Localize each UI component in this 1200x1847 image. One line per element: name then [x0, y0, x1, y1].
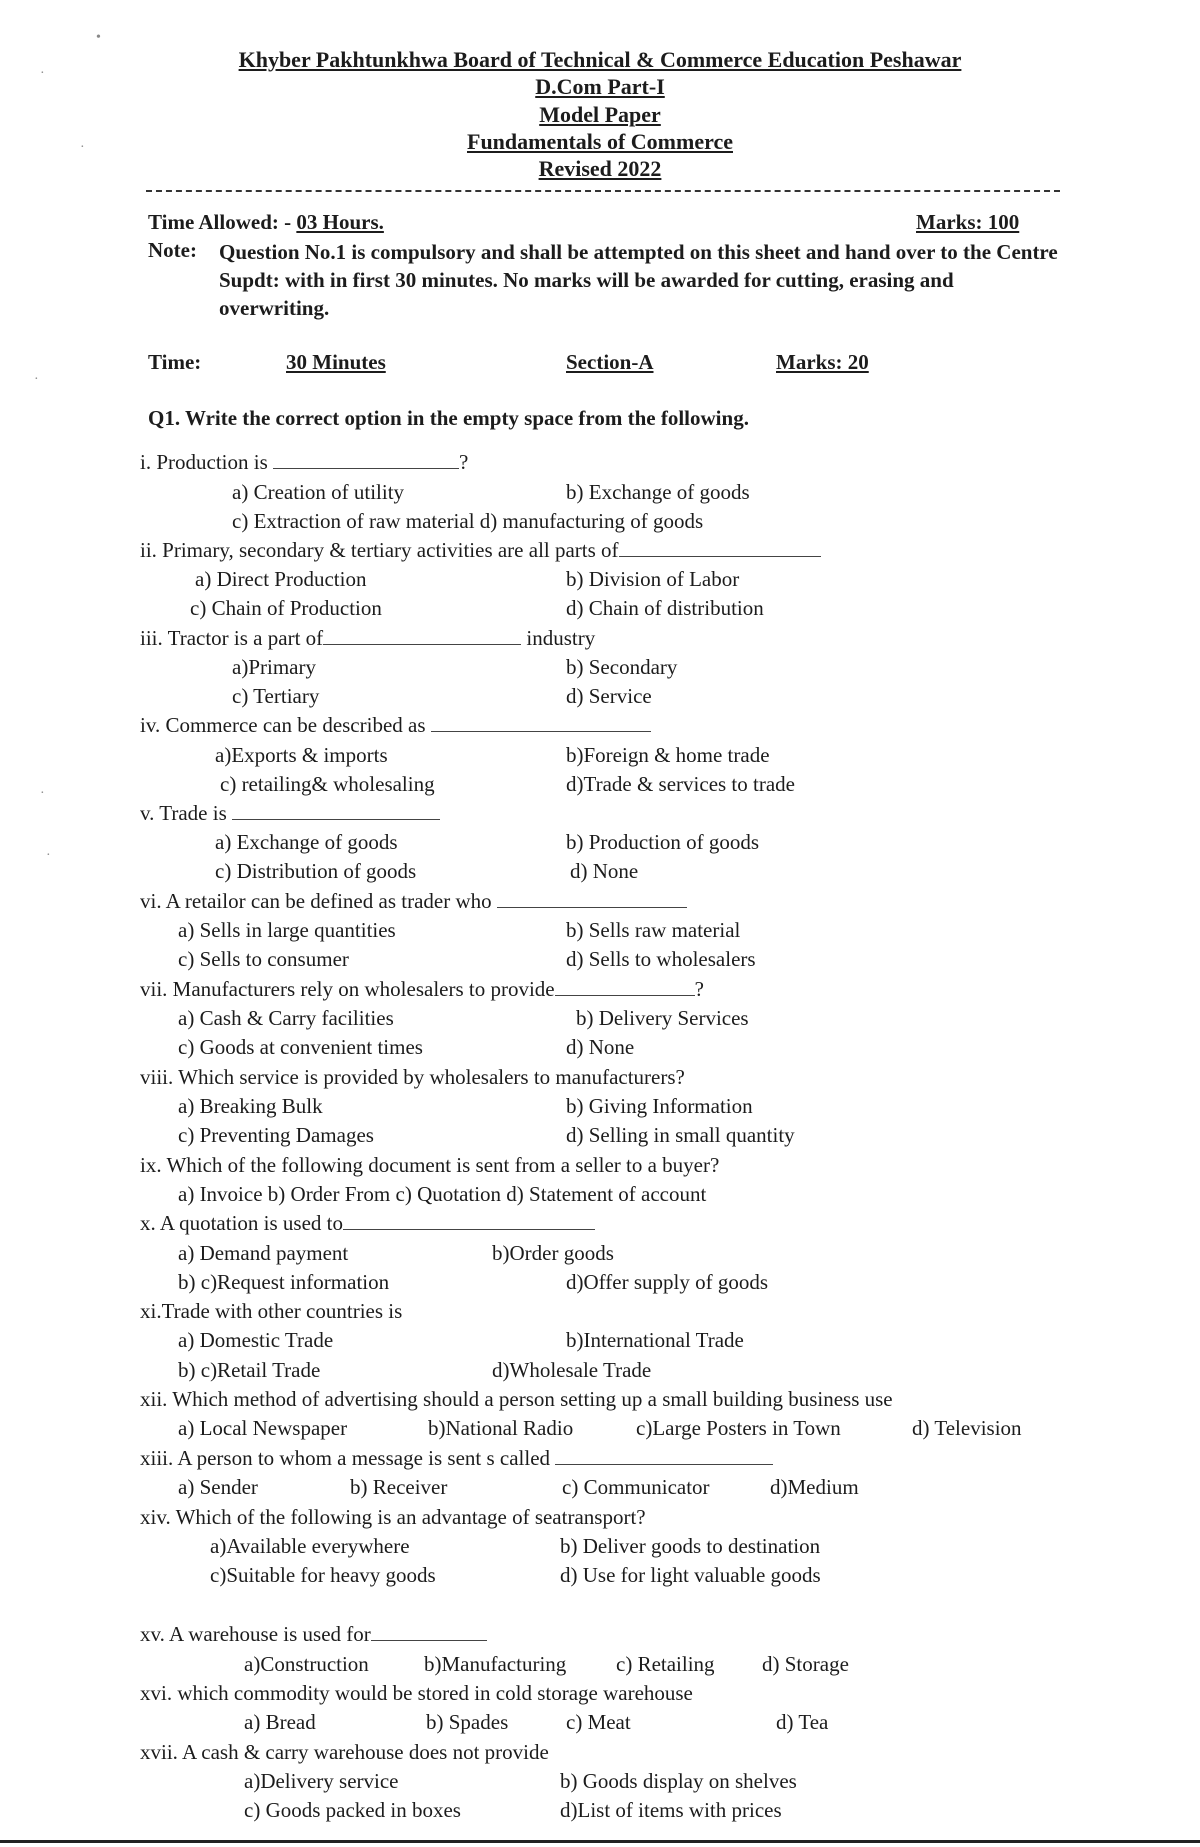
option: b) Division of Labor — [566, 567, 740, 591]
option: c) Preventing Damages — [178, 1123, 374, 1147]
answer-blank[interactable] — [619, 538, 821, 557]
question-3: iii. Tractor is a part of industry — [140, 626, 596, 650]
q1-title: Q1. Write the correct option in the empty space from the following. — [148, 406, 749, 430]
question-13: xiii. A person to whom a message is sent s called — [140, 1446, 773, 1471]
option: b) Giving Information — [566, 1094, 753, 1118]
answer-blank[interactable] — [323, 626, 521, 645]
option: c) Communicator — [562, 1475, 710, 1499]
question-7: vii. Manufacturers rely on wholesalers to provide ? — [140, 977, 704, 1001]
question-2: ii. Primary, secondary & tertiary activities are all parts of — [140, 538, 821, 563]
time-allowed: Time Allowed: - 03 Hours. — [148, 210, 384, 234]
option: a) Domestic Trade — [178, 1328, 334, 1352]
question-11: xi.Trade with other countries is — [140, 1299, 403, 1323]
option: a) Direct Production — [195, 567, 367, 591]
option: b) Sells raw material — [566, 918, 741, 942]
option: c) Distribution of goods — [215, 859, 417, 883]
option: a)Construction — [244, 1652, 369, 1676]
option: c)Suitable for heavy goods — [210, 1563, 436, 1587]
option: b)Order goods — [492, 1241, 614, 1265]
answer-blank[interactable] — [232, 801, 440, 820]
option: d)Trade & services to trade — [566, 772, 795, 796]
option: d) Service — [566, 684, 652, 708]
option: d) Selling in small quantity — [566, 1123, 795, 1147]
option: a) Invoice b) Order From c) Quotation d) Statement of account — [178, 1182, 707, 1206]
question-15: xv. A warehouse is used for — [140, 1622, 487, 1647]
option: c) Tertiary — [232, 684, 320, 708]
option: d) Tea — [776, 1710, 829, 1734]
option: a) Local Newspaper — [178, 1416, 348, 1440]
option: d) None — [566, 1035, 635, 1059]
option: b) Spades — [426, 1710, 509, 1734]
option: a)Primary — [232, 655, 316, 679]
note-label: Note: — [148, 238, 197, 262]
option: a) Creation of utility — [232, 480, 405, 504]
answer-blank[interactable] — [555, 1446, 773, 1465]
scan-speck: · — [34, 372, 39, 387]
option: c) Goods packed in boxes — [244, 1798, 461, 1822]
scan-speck: · — [80, 140, 85, 155]
question-12: xii. Which method of advertising should a person setting up a small building business use — [140, 1387, 893, 1411]
option: c) Goods at convenient times — [178, 1035, 423, 1059]
section-name: Section-A — [566, 350, 654, 374]
option: a)Available everywhere — [210, 1534, 410, 1558]
option: a) Exchange of goods — [215, 830, 398, 854]
option: b)Foreign & home trade — [566, 743, 770, 767]
option: d)Medium — [770, 1475, 859, 1499]
option: c) Sells to consumer — [178, 947, 349, 971]
option: d) Television — [912, 1416, 1022, 1440]
answer-blank[interactable] — [497, 889, 687, 908]
option: b) Receiver — [350, 1475, 448, 1499]
option: b)International Trade — [566, 1328, 744, 1352]
option: b) Exchange of goods — [566, 480, 750, 504]
option: c) Extraction of raw material d) manufacturing of goods — [232, 509, 704, 533]
option: d)Offer supply of goods — [566, 1270, 769, 1294]
question-14: xiv. Which of the following is an advantage of seatransport? — [140, 1505, 646, 1529]
question-10: x. A quotation is used to — [140, 1211, 595, 1236]
question-8: viii. Which service is provided by wholesalers to manufacturers? — [140, 1065, 685, 1089]
scan-speck: · — [40, 786, 45, 801]
scan-speck: · — [40, 66, 45, 81]
question-6: vi. A retailor can be defined as trader who — [140, 889, 687, 914]
question-9: ix. Which of the following document is sent from a seller to a buyer? — [140, 1153, 720, 1177]
option: d) None — [570, 859, 639, 883]
option: d) Chain of distribution — [566, 596, 764, 620]
option: c) Retailing — [616, 1652, 715, 1676]
answer-blank[interactable] — [371, 1622, 487, 1641]
option: d) Sells to wholesalers — [566, 947, 756, 971]
revised-label: Revised 2022 — [538, 156, 662, 181]
scan-speck: • — [96, 30, 101, 45]
option: b) c)Retail Trade — [178, 1358, 321, 1382]
class-title: D.Com Part-I — [535, 74, 665, 99]
total-marks: Marks: 100 — [916, 210, 1020, 234]
option: b) Production of goods — [566, 830, 760, 854]
question-5: v. Trade is — [140, 801, 440, 826]
question-16: xvi. which commodity would be stored in cold storage warehouse — [140, 1681, 693, 1705]
paper-type: Model Paper — [539, 102, 661, 127]
subject-title: Fundamentals of Commerce — [467, 129, 733, 154]
option: b) Deliver goods to destination — [560, 1534, 821, 1558]
question-1: i. Production is ? — [140, 450, 469, 474]
question-17: xvii. A cash & carry warehouse does not provide — [140, 1740, 549, 1764]
option: d) Use for light valuable goods — [560, 1563, 821, 1587]
option: d) Storage — [762, 1652, 849, 1676]
section-time-value: 30 Minutes — [286, 350, 386, 374]
page-bottom-edge — [0, 1840, 1200, 1843]
question-4: iv. Commerce can be described as — [140, 713, 651, 738]
option: a) Bread — [244, 1710, 316, 1734]
board-title: Khyber Pakhtunkhwa Board of Technical & Commerce Education Peshawar — [238, 47, 962, 72]
scan-speck: · — [46, 848, 51, 863]
option: a)Delivery service — [244, 1769, 399, 1793]
option: b) Goods display on shelves — [560, 1769, 797, 1793]
section-time-label: Time: — [148, 350, 202, 374]
option: d)List of items with prices — [560, 1798, 782, 1822]
note-text: Question No.1 is compulsory and shall be attempted on this sheet and hand over to the Centre Supdt: with in first 30 minutes. No marks will be awarded for cutting, erasing and overwriting. — [219, 240, 1058, 320]
answer-blank[interactable] — [273, 450, 459, 469]
section-marks: Marks: 20 — [776, 350, 869, 374]
separator-line — [146, 190, 1060, 192]
option: c) Chain of Production — [190, 596, 382, 620]
option: c)Large Posters in Town — [636, 1416, 841, 1440]
answer-blank[interactable] — [343, 1211, 595, 1230]
option: c) retailing& wholesaling — [220, 772, 435, 796]
answer-blank[interactable] — [431, 713, 651, 732]
option: a) Cash & Carry facilities — [178, 1006, 394, 1030]
option: b) Secondary — [566, 655, 678, 679]
option: c) Meat — [566, 1710, 631, 1734]
option: a) Sender — [178, 1475, 258, 1499]
option: a) Sells in large quantities — [178, 918, 396, 942]
option: b)National Radio — [428, 1416, 574, 1440]
option: d)Wholesale Trade — [492, 1358, 652, 1382]
option: a)Exports & imports — [215, 743, 388, 767]
option: a) Demand payment — [178, 1241, 349, 1265]
option: a) Breaking Bulk — [178, 1094, 323, 1118]
option: b) c)Request information — [178, 1270, 390, 1294]
option: b) Delivery Services — [576, 1006, 749, 1030]
answer-blank[interactable] — [555, 977, 695, 996]
option: b)Manufacturing — [424, 1652, 567, 1676]
